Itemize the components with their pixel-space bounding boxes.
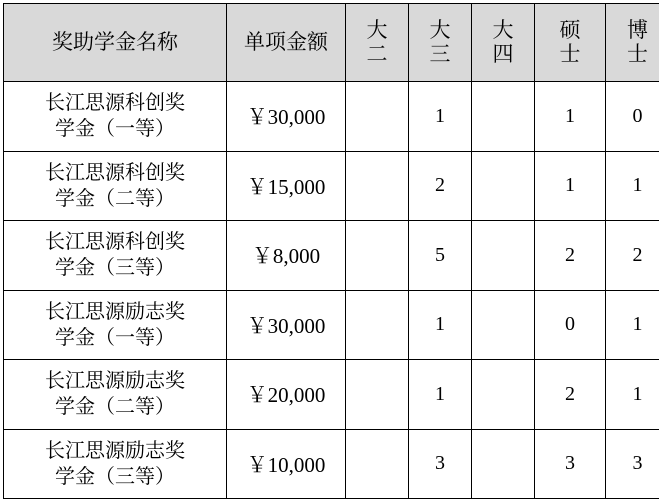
cell-doctor: 1 bbox=[606, 151, 659, 221]
column-header-grade4 bbox=[472, 4, 535, 82]
cell-amount: ￥10,000 bbox=[227, 429, 346, 499]
cell-name bbox=[4, 221, 227, 291]
column-header-master bbox=[535, 4, 606, 82]
cell-amount: ￥30,000 bbox=[227, 82, 346, 152]
column-header-doctor-text: 博士 bbox=[627, 19, 648, 66]
cell-grade4 bbox=[472, 429, 535, 499]
cell-name-line2: 学金（一等） bbox=[4, 325, 226, 351]
table-row bbox=[4, 151, 659, 221]
column-header-grade3-text: 大三 bbox=[430, 19, 451, 66]
table-body bbox=[4, 82, 659, 499]
table-header bbox=[4, 4, 659, 82]
cell-name-line1: 长江思源科创奖 bbox=[4, 229, 226, 255]
cell-master: 3 bbox=[535, 429, 606, 499]
cell-name bbox=[4, 429, 227, 499]
cell-grade2 bbox=[346, 290, 409, 360]
cell-name-line1: 长江思源励志奖 bbox=[4, 368, 226, 394]
cell-name bbox=[4, 290, 227, 360]
cell-master: 1 bbox=[535, 151, 606, 221]
column-header-grade2-text: 大二 bbox=[367, 19, 388, 66]
table-row bbox=[4, 221, 659, 291]
cell-grade2 bbox=[346, 82, 409, 152]
cell-doctor: 1 bbox=[606, 290, 659, 360]
column-header-name: 奖助学金名称 bbox=[4, 4, 227, 82]
cell-master: 0 bbox=[535, 290, 606, 360]
document-page bbox=[0, 3, 659, 498]
table-header-row bbox=[4, 4, 659, 82]
cell-doctor: 2 bbox=[606, 221, 659, 291]
cell-grade3: 5 bbox=[409, 221, 472, 291]
cell-grade2 bbox=[346, 360, 409, 430]
cell-grade2 bbox=[346, 221, 409, 291]
cell-grade3: 1 bbox=[409, 360, 472, 430]
table-row bbox=[4, 360, 659, 430]
cell-doctor: 3 bbox=[606, 429, 659, 499]
table-row bbox=[4, 290, 659, 360]
cell-name-line2: 学金（三等） bbox=[4, 464, 226, 490]
cell-grade4 bbox=[472, 360, 535, 430]
cell-grade2 bbox=[346, 429, 409, 499]
cell-grade4 bbox=[472, 221, 535, 291]
cell-name-line1: 长江思源励志奖 bbox=[4, 299, 226, 325]
table-row bbox=[4, 82, 659, 152]
cell-master: 2 bbox=[535, 360, 606, 430]
column-header-grade2 bbox=[346, 4, 409, 82]
cell-grade3: 1 bbox=[409, 82, 472, 152]
cell-amount: ￥20,000 bbox=[227, 360, 346, 430]
cell-doctor: 1 bbox=[606, 360, 659, 430]
cell-amount: ￥15,000 bbox=[227, 151, 346, 221]
table-row bbox=[4, 429, 659, 499]
column-header-grade3 bbox=[409, 4, 472, 82]
column-header-master-text: 硕士 bbox=[560, 19, 581, 66]
cell-name-line2: 学金（一等） bbox=[4, 116, 226, 142]
cell-name-line2: 学金（二等） bbox=[4, 394, 226, 420]
cell-grade3: 2 bbox=[409, 151, 472, 221]
cell-name-line1: 长江思源励志奖 bbox=[4, 438, 226, 464]
cell-name-line1: 长江思源科创奖 bbox=[4, 90, 226, 116]
cell-name-line1: 长江思源科创奖 bbox=[4, 160, 226, 186]
column-header-grade4-text: 大四 bbox=[493, 19, 514, 66]
cell-master: 1 bbox=[535, 82, 606, 152]
cell-grade4 bbox=[472, 151, 535, 221]
cell-grade3: 1 bbox=[409, 290, 472, 360]
cell-master: 2 bbox=[535, 221, 606, 291]
scholarship-table bbox=[3, 3, 659, 499]
cell-name-line2: 学金（三等） bbox=[4, 255, 226, 281]
column-header-amount: 单项金额 bbox=[227, 4, 346, 82]
cell-amount: ￥30,000 bbox=[227, 290, 346, 360]
cell-doctor: 0 bbox=[606, 82, 659, 152]
cell-amount: ￥8,000 bbox=[227, 221, 346, 291]
cell-name bbox=[4, 360, 227, 430]
cell-name bbox=[4, 151, 227, 221]
column-header-doctor bbox=[606, 4, 659, 82]
cell-grade2 bbox=[346, 151, 409, 221]
cell-name bbox=[4, 82, 227, 152]
cell-grade4 bbox=[472, 82, 535, 152]
cell-grade4 bbox=[472, 290, 535, 360]
cell-grade3: 3 bbox=[409, 429, 472, 499]
cell-name-line2: 学金（二等） bbox=[4, 186, 226, 212]
